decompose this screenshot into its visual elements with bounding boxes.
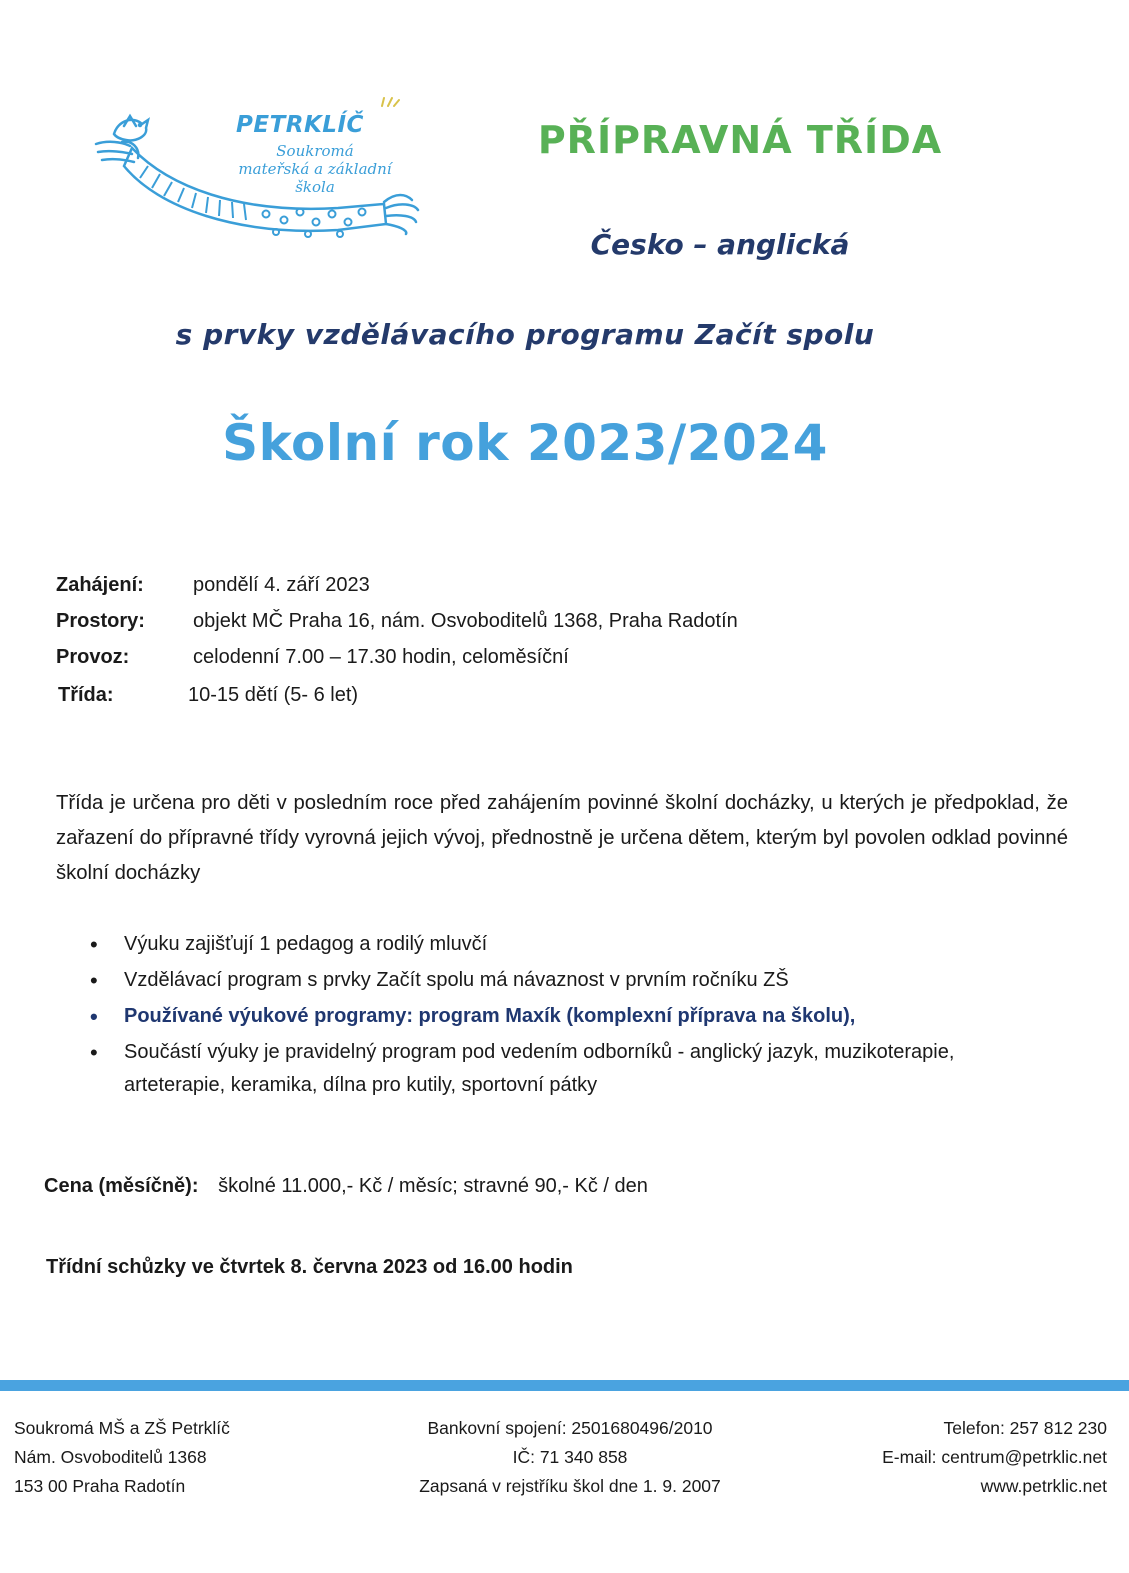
- info-row-operation: [56, 646, 569, 669]
- info-label: Prostory:: [56, 610, 145, 632]
- list-item: • Součástí výuky je pravidelný program pod vedením odborníků - anglický jazyk, muzikoterapie, arteterapie, keramika, dílna pro kutily, sportovní pátky: [90, 1036, 1050, 1102]
- logo-subtitle-line: Soukromá: [276, 142, 354, 160]
- school-year-heading: Školní rok 2023/2024: [222, 414, 828, 472]
- info-row-premises: [56, 610, 738, 633]
- hand-icon: [96, 142, 138, 162]
- footer-line: Zapsaná v rejstříku škol dne 1. 9. 2007: [419, 1476, 721, 1496]
- footer-line: Bankovní spojení: 2501680496/2010: [427, 1418, 713, 1438]
- arm-dots: [263, 209, 366, 238]
- flower-icon: [382, 98, 399, 106]
- info-row-class: [58, 684, 359, 707]
- subtitle-program: s prvky vzdělávacího programu Začít spolu: [175, 318, 875, 351]
- footer-website[interactable]: www.petrklic.net: [980, 1476, 1107, 1496]
- logo-subtitle-line: mateřská a základní: [238, 160, 392, 178]
- info-label: Třída:: [58, 684, 114, 706]
- footer-contact: [882, 1414, 1107, 1501]
- info-row-start: [56, 574, 370, 597]
- logo-name: PETRKLÍČ: [236, 112, 364, 138]
- footer-address: [14, 1414, 230, 1501]
- feature-list: [90, 928, 1050, 1105]
- footer-line: IČ: 71 340 858: [512, 1447, 628, 1467]
- info-label: Provoz:: [56, 646, 130, 668]
- footer-divider: [0, 1380, 1129, 1391]
- footer-line: Nám. Osvoboditelů 1368: [14, 1447, 207, 1467]
- bird-icon: [114, 116, 148, 140]
- class-description: Třída je určena pro děti v posledním roce před zahájením povinné školní docházky, u kterých je předpoklad, že zařazení do přípravné třídy vyrovná jejich vývoj, přednostně je určena dětem, kterým byl povolen odklad povinné školní docházky: [56, 792, 1068, 884]
- logo-subtitle-line: škola: [295, 178, 335, 196]
- info-value: objekt MČ Praha 16, nám. Osvoboditelů 1368, Praha Radotín: [193, 610, 738, 632]
- price-value: školné 11.000,- Kč / měsíc; stravné 90,- Kč / den: [218, 1175, 648, 1197]
- subtitle-language: Česko – anglická: [590, 228, 850, 261]
- price-label: Cena (měsíčně):: [44, 1175, 199, 1197]
- footer-phone: Telefon: 257 812 230: [943, 1418, 1107, 1438]
- logo-subtitle: [210, 142, 420, 196]
- footer-email[interactable]: E-mail: centrum@petrklic.net: [882, 1447, 1107, 1467]
- info-value: 10-15 dětí (5- 6 let): [188, 684, 359, 706]
- price-row: [44, 1175, 648, 1198]
- page-title: PŘÍPRAVNÁ TŘÍDA: [537, 118, 943, 162]
- info-label: Zahájení:: [56, 574, 144, 596]
- meeting-notice: Třídní schůzky ve čtvrtek 8. června 2023 od 16.00 hodin: [46, 1256, 573, 1278]
- info-value: pondělí 4. září 2023: [193, 574, 370, 596]
- footer-line: 153 00 Praha Radotín: [14, 1476, 186, 1496]
- info-value: celodenní 7.00 – 17.30 hodin, celoměsíční: [193, 646, 569, 668]
- footer-bank-info: [380, 1414, 760, 1501]
- list-item: • Vzdělávací program s prvky Začít spolu má návaznost v prvním ročníku ZŠ: [90, 964, 1050, 997]
- hand-icon-right: [384, 195, 418, 234]
- footer-line: Soukromá MŠ a ZŠ Petrklíč: [14, 1418, 230, 1438]
- list-item-highlight: • Používané výukové programy: program Maxík (komplexní příprava na školu),: [90, 1000, 1050, 1033]
- list-item: • Výuku zajišťují 1 pedagog a rodilý mluvčí: [90, 928, 1050, 961]
